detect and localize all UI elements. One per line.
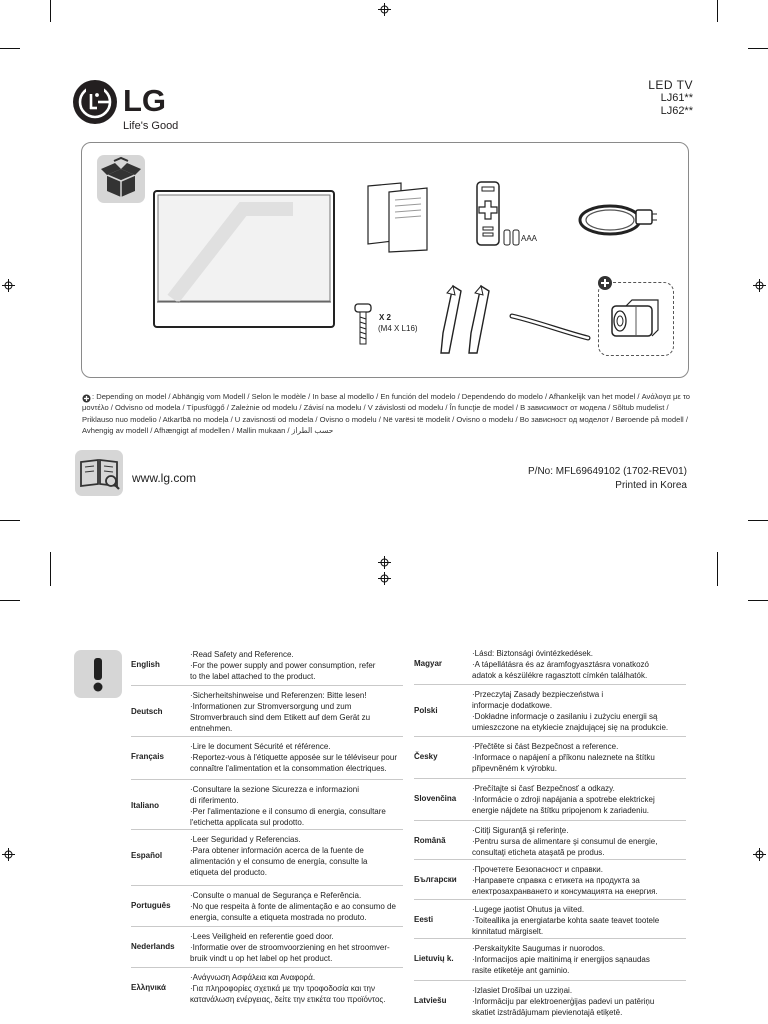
instruction-line: ·Informatie over de stroomvoorziening en het stroomver- [190, 943, 390, 952]
row-divider [414, 778, 686, 779]
row-divider [414, 980, 686, 981]
power-cord-icon [570, 192, 658, 248]
language-instruction [190, 834, 402, 878]
instruction-line: κατανάλωση ενέργειας, δείτε την ετικέτα του προϊόντος. [190, 995, 386, 1004]
instruction-line: alimentación y el consumo de energía, consulte la [190, 857, 368, 866]
instruction-line: ·Izlasiet Drošībai un uzziņai. [472, 986, 573, 995]
language-instruction [190, 649, 402, 682]
row-divider [414, 899, 686, 900]
tv-illustration [153, 189, 336, 330]
box-contents-icon [97, 155, 145, 203]
instruction-line: ·Leer Seguridad y Referencias. [190, 835, 301, 844]
row-divider [131, 685, 403, 686]
lg-logo-icon [73, 80, 117, 124]
instruction-line: connaître l'alimentation et la consommation électriques. [190, 764, 387, 773]
instruction-line: ·Lees Veiligheid en referentie goed door. [190, 932, 334, 941]
instruction-line: rasite etiketėje ant gaminio. [472, 966, 570, 975]
crop-mark [748, 48, 768, 49]
language-name: Ελληνικά [131, 983, 166, 992]
instruction-line: ·Για πληροφορίες σχετικά με την τροφοδοσία και την [190, 984, 375, 993]
brand-name: LG [123, 83, 167, 118]
row-divider [131, 926, 403, 927]
instruction-line: ·Направете справка с етикета на продукта за [472, 876, 640, 885]
warning-icon [74, 650, 122, 698]
instruction-line: di riferimento. [190, 796, 239, 805]
instruction-line: ·Pentru sursa de alimentare şi consumul de energie, [472, 837, 658, 846]
language-instruction [190, 972, 402, 1005]
row-divider [131, 736, 403, 737]
row-divider [414, 820, 686, 821]
battery-label: AAA [521, 234, 538, 243]
instruction-line: ·Reportez-vous à l'étiquette apposée sur le téléviseur pour [190, 753, 397, 762]
language-instruction [190, 931, 402, 964]
instruction-line: adatok a készülékre ragasztott címkén találhatók. [472, 671, 648, 680]
instruction-line: електрозахранването и консумацията на енергия. [472, 887, 658, 896]
language-instruction [472, 943, 684, 976]
instruction-line: ·Dokładne informacje o zasilaniu i zużyciu energii są [472, 712, 658, 721]
registration-mark [378, 572, 391, 585]
instruction-line: to the label attached to the product. [190, 672, 316, 681]
instruction-line: ·Per l'alimentazione e il consumo di energia, consultare [190, 807, 386, 816]
disclaimer-text: : Depending on model / Abhängig vom Modell / Selon le modèle / In base al modello / En función del modelo / Dependendo do modelo / Afhankelijk van het model / Ανάλογα με το μοντέλο / Odvisno od modela / Típusfüggő / Zależnie od modelu / Závisí na modelu / V závislosti od modelu / În funcţie de model / В зависимост от модела / Sõltub mudelist / Priklauso nuo modelio / Atkarībā no modeļa / U zavisnosti od modela / Ovisno o modelu / Në varësi të modelit / Ovisno o modelu / Во зависност од моделот / Børoende på modell / Avhengig av modell / Afhængigt af modellen / Mallin mukaan / حسب الطراز [82, 392, 690, 436]
row-divider [131, 829, 403, 830]
screw-icon [353, 302, 373, 346]
product-type: LED TV [648, 78, 693, 92]
row-divider [131, 885, 403, 886]
instruction-line: ·Ανάγνωση Ασφάλεια και Αναφορά. [190, 973, 316, 982]
language-name: Polski [414, 705, 438, 715]
brand-tagline: Life's Good [123, 120, 179, 132]
screw-size: (M4 X L16) [378, 324, 418, 333]
instruction-line: informacje dodatkowe. [472, 701, 553, 710]
crop-mark [748, 520, 768, 521]
instruction-line: ·Prečítajte si časť Bezpečnosť a odkazy. [472, 784, 615, 793]
instruction-line: ·Sicherheitshinweise und Referenzen: Bitte lesen! [190, 691, 367, 700]
language-instruction [472, 689, 684, 733]
instruction-line: ·Lásd: Biztonsági óvintézkedések. [472, 649, 593, 658]
instruction-line: kinnitatud märgiselt. [472, 927, 544, 936]
manual-web-icon [75, 450, 123, 496]
language-name: Slovenčina [414, 794, 457, 803]
instruction-line: energia, consulte a etiqueta mostrada no produto. [190, 913, 367, 922]
language-instruction [472, 783, 684, 816]
instruction-line: ·Przeczytaj Zasady bezpieczeństwa i [472, 690, 604, 699]
row-divider [131, 967, 403, 968]
plus-badge-icon [597, 275, 613, 291]
part-number: P/No: MFL69649102 (1702-REV01) [528, 466, 687, 477]
instruction-line: ·Perskaitykite Saugumas ir nuorodos. [472, 944, 605, 953]
language-instruction [190, 890, 402, 923]
instruction-line: ·Lugege jaotist Ohutus ja viited. [472, 905, 585, 914]
language-name: Eesti [414, 915, 434, 924]
remote-control-icon [475, 181, 503, 247]
instruction-line: ·For the power supply and power consumption, refer [190, 661, 376, 670]
instruction-line: ·Consultare la sezione Sicurezza e informazioni [190, 785, 359, 794]
language-instruction [472, 985, 684, 1018]
instruction-line: Stromverbrauch sind dem Etikett auf dem Gerät zu [190, 713, 371, 722]
instruction-line: umieszczone na etykiecie znajdującej się na produkcie. [472, 723, 669, 732]
crop-mark [50, 0, 51, 22]
language-name: Български [414, 875, 457, 884]
language-name: Latviešu [414, 996, 447, 1005]
crop-mark [0, 48, 20, 49]
website-link[interactable]: www.lg.com [132, 471, 197, 485]
instruction-line: ·No que respeita à fonte de alimentação e ao consumo de [190, 902, 396, 911]
instruction-line: ·Informácie o zdroji napájania a spotrebe elektrickej [472, 795, 655, 804]
battery-icon [503, 228, 521, 246]
instruction-line: l'etichetta applicata sul prodotto. [190, 818, 305, 827]
language-name: Română [414, 836, 446, 845]
instruction-line: ·Прочетете Безопасност и справки. [472, 865, 603, 874]
crop-mark [717, 0, 718, 22]
crop-mark [50, 552, 51, 586]
language-name: Nederlands [131, 942, 175, 951]
language-instruction [190, 741, 402, 774]
language-name: Español [131, 850, 163, 860]
instruction-line: připevněném k výrobku. [472, 764, 557, 773]
instruction-line: bruik vindt u op het label op het product. [190, 954, 333, 963]
language-instruction [472, 741, 684, 774]
language-name: Česky [414, 752, 438, 761]
registration-mark [2, 279, 15, 292]
language-instruction [190, 784, 402, 828]
language-name: Lietuvių k. [414, 954, 454, 963]
instruction-line: ·Consulte o manual de Segurança e Referência. [190, 891, 362, 900]
language-instruction [472, 648, 684, 681]
manual-icon [365, 182, 431, 254]
row-divider [131, 779, 403, 780]
instruction-line: ·Informāciju par elektroenerģijas padevi un patēriņu [472, 997, 655, 1006]
registration-mark [2, 848, 15, 861]
instruction-line: etiqueta del producto. [190, 868, 267, 877]
language-name: Français [131, 752, 164, 761]
instruction-line: ·Citiţi Siguranţă şi referinţe. [472, 826, 569, 835]
part-number-block [528, 465, 687, 493]
row-divider [414, 938, 686, 939]
row-divider [414, 684, 686, 685]
instruction-line: entnehmen. [190, 724, 233, 733]
crop-mark [717, 552, 718, 586]
row-divider [414, 859, 686, 860]
cable-holder-icon [508, 306, 592, 342]
screw-quantity: X 2 [379, 313, 392, 322]
instruction-line: ·A tápellátásra és az áramfogyasztásra vonatkozó [472, 660, 649, 669]
language-name: Magyar [414, 659, 443, 668]
model-dependency-note [82, 391, 697, 437]
instruction-line: skatiet izstrādājumam pievienotajā etiķetē. [472, 1008, 623, 1017]
model-number: LJ61** [660, 92, 693, 104]
printed-in: Printed in Korea [615, 480, 687, 491]
language-instruction [472, 864, 684, 897]
language-name: Português [131, 901, 171, 910]
language-instruction [472, 904, 684, 937]
language-instruction [190, 690, 402, 734]
ferrite-core-icon [606, 296, 664, 344]
crop-mark [748, 600, 768, 601]
crop-mark [0, 520, 20, 521]
language-name: English [131, 660, 160, 669]
language-instruction [472, 825, 684, 858]
model-number: LJ62** [660, 105, 693, 117]
model-block [648, 79, 693, 118]
registration-mark [753, 279, 766, 292]
crop-mark [0, 600, 20, 601]
instruction-line: energie nájdete na štítku pripojenom k zariadeniu. [472, 806, 649, 815]
instruction-line: ·Informace o napájení a příkonu naleznete na štítku [472, 753, 655, 762]
registration-mark [378, 556, 391, 569]
stand-icon [433, 283, 495, 357]
instruction-line: consultaţi eticheta ataşată pe produs. [472, 848, 605, 857]
language-name: Deutsch [131, 706, 163, 716]
instruction-line: ·Informacijos apie maitinimą ir energijos sąnaudas [472, 955, 650, 964]
instruction-line: ·Read Safety and Reference. [190, 650, 294, 659]
instruction-line: ·Toiteallika ja energiatarbe kohta saate teavet tootele [472, 916, 660, 925]
language-name: Italiano [131, 800, 160, 810]
instruction-line: ·Lire le document Sécurité et référence. [190, 742, 331, 751]
registration-mark [753, 848, 766, 861]
row-divider [414, 736, 686, 737]
instruction-line: ·Přečtěte si část Bezpečnost a reference. [472, 742, 619, 751]
registration-mark [378, 3, 391, 16]
instruction-line: ·Para obtener información acerca de la fuente de [190, 846, 364, 855]
instruction-line: ·Informationen zur Stromversorgung und zum [190, 702, 352, 711]
